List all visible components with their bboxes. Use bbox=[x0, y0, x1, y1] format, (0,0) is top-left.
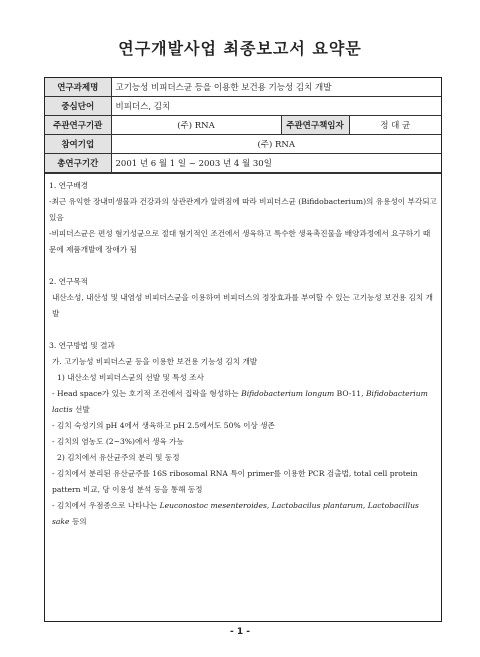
lead-pi-value: 정 대 균 bbox=[349, 116, 441, 135]
section-3-subheading-a: 가. 고기능성 비피더스균 등을 이용한 보건용 기능성 김치 개발 bbox=[52, 357, 258, 366]
project-title-value: 고기능성 비피더스균 등을 이용한 보건용 기능성 김치 개발 bbox=[111, 78, 441, 97]
section-3-bullet-2: - 김치 숙성기의 pH 4에서 생육하고 pH 2.5에서도 50% 이상 생존 bbox=[52, 421, 275, 430]
keywords-label: 중심단어 bbox=[45, 97, 111, 116]
summary-form bbox=[44, 77, 442, 622]
section-1-heading: 1. 연구배경 bbox=[49, 181, 89, 190]
section-1-paragraph-1: -최근 유익한 장내미생물과 건강과의 상관관계가 알려짐에 따라 비피더스균 (Bifidobacterium)의 유용성이 부각되고 있음 bbox=[49, 197, 437, 222]
section-3-item-1: 1) 내산소성 비피더스균의 선발 및 특성 조사 bbox=[57, 373, 204, 382]
page-title: 연구개발사업 최종보고서 요약문 bbox=[118, 39, 362, 58]
period-value: 2001 년 6 월 1 일 ~ 2003 년 4 월 30일 bbox=[111, 154, 441, 173]
project-title-label: 연구과제명 bbox=[45, 78, 111, 97]
section-3-heading: 3. 연구방법 및 결과 bbox=[49, 341, 115, 350]
participant-value: (주) RNA bbox=[111, 135, 441, 154]
section-2-heading: 2. 연구목적 bbox=[49, 277, 89, 286]
period-label: 총연구기간 bbox=[45, 154, 111, 173]
section-3-bullet-4: - 김치에서 분리된 유산균주를 16S ribosomal RNA 특이 primer를 이용한 PCR 검출법, total cell protein pattern 비교, 당 이용성 분석 등을 통해 동정 bbox=[52, 469, 418, 494]
page-number: - 1 - bbox=[230, 627, 250, 637]
lead-org-label: 주관연구기관 bbox=[45, 116, 111, 135]
section-1-paragraph-2: -비피더스균은 편성 혐기성균으로 절대 혐기적인 조건에서 생육하고 특수한 생육촉진물을 배양과정에서 요구하기 때문에 제품개발에 장애가 됨 bbox=[49, 229, 431, 254]
lead-org-value: (주) RNA bbox=[111, 116, 281, 135]
section-3-bullet-5: - 김치에서 우점종으로 나타나는 Leuconostoc mesenteroides, Lactobacilus plantarum, Lactobacillus sake 등의 bbox=[52, 501, 419, 526]
section-2-paragraph: 내산소성, 내산성 및 내염성 비피더스균을 이용하여 비피더스의 정장효과를 부여할 수 있는 고기능성 보건용 김치 개발 bbox=[52, 293, 433, 318]
section-3-bullet-3: - 김치의 염농도 (2~3%)에서 생육 가능 bbox=[52, 437, 184, 446]
project-info-table bbox=[45, 78, 441, 173]
section-3-bullet-1: - Head space가 있는 호기적 조건에서 집락을 형성하는 Bifidobacterium longum BO-11, Bifidobacterium lactis 선발 bbox=[52, 389, 428, 414]
summary-body bbox=[45, 173, 441, 530]
lead-pi-label: 주관연구책임자 bbox=[281, 116, 349, 135]
section-3-item-2: 2) 김치에서 유산균주의 분리 및 동정 bbox=[57, 453, 180, 462]
participant-label: 참여기업 bbox=[45, 135, 111, 154]
keywords-value: 비피더스, 김치 bbox=[111, 97, 441, 116]
